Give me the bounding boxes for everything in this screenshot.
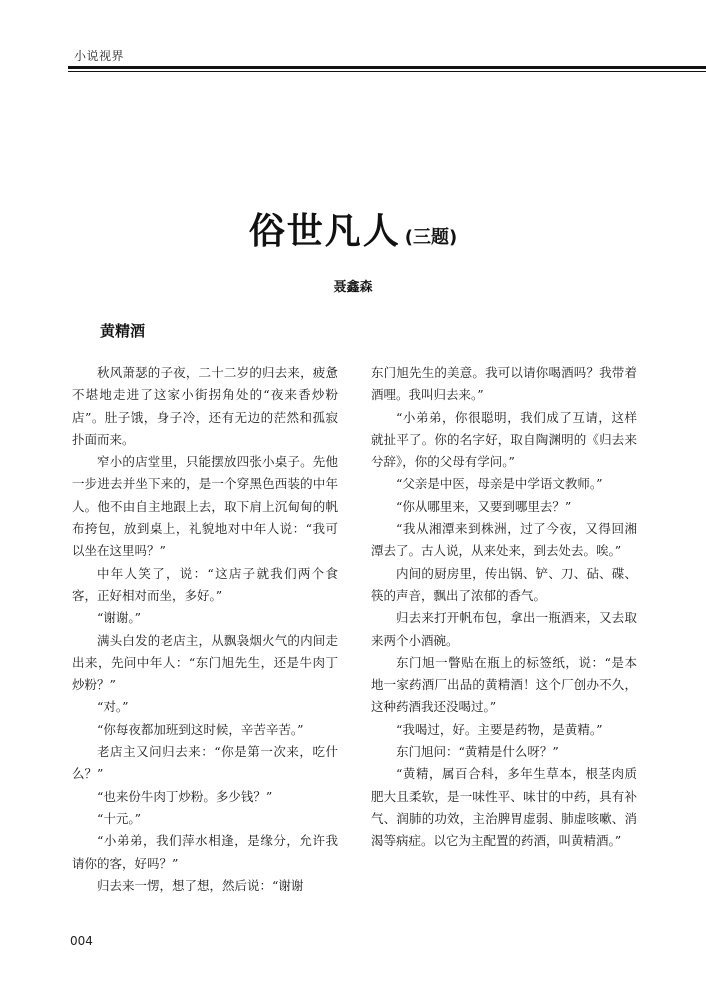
paragraph: “也来份牛肉丁炒粉。多少钱？” [97, 788, 273, 804]
article-title-sub: (三题) [404, 227, 458, 248]
text-column-left [72, 362, 338, 897]
paragraph: “我喝过，好。主要是药物，是黄精。” [396, 721, 603, 737]
paragraph: “父亲是中医，母亲是中学语文教师。” [396, 476, 603, 492]
header-section-label: 小说视界 [74, 49, 125, 63]
paragraph: “对。” [97, 699, 129, 715]
paragraph: 归去来打开帆布包，拿出一瓶酒来，又去取来两个小酒碗。 [371, 610, 637, 648]
paragraph: “黄精，属百合科，多年生草本，根茎肉质肥大且柔软，是一味性平、味甘的中药，具有补气、润肺的功效，主治脾胃虚弱、肺虚咳嗽、消渴等病症。以它为主配置的药酒，叫黄精酒。” [371, 766, 637, 849]
paragraph: “谢谢。” [97, 610, 142, 626]
paragraph: “十元。” [97, 810, 142, 826]
paragraph: “小弟弟，你很聪明，我们成了互请，这样就扯平了。你的名字好，取自陶渊明的《归去来兮辞》，你的父母有学问。” [371, 409, 637, 470]
paragraph: 归去来一愣，想了想，然后说：“谢谢 [97, 877, 304, 893]
paragraph: “我从湘潭来到株洲，过了今夜，又得回湘潭去了。古人说，从来处来，到去处去。唉。” [371, 521, 637, 559]
paragraph: “你从哪里来，又要到哪里去？” [396, 498, 572, 514]
article-title [0, 203, 706, 254]
page-number: 004 [70, 934, 93, 948]
paragraph: 东门旭一瞥贴在瓶上的标签纸，说：“是本地一家药酒厂出品的黄精酒！这个厂创办不久，这种药酒我还没喝过。” [371, 654, 637, 715]
section-title: 黄精酒 [100, 322, 146, 340]
paragraph: 秋风萧瑟的子夜，二十二岁的归去来，疲惫不堪地走进了这家小街拐角处的“夜来香炒粉店”。肚子饿，身子冷，还有无边的茫然和孤寂扑面而来。 [72, 365, 338, 447]
paragraph: “你每夜都加班到这时候，辛苦辛苦。” [97, 721, 304, 737]
paragraph: 满头白发的老店主，从飘袅烟火气的内间走出来，先问中年人：“东门旭先生，还是牛肉丁炒粉？” [72, 632, 338, 693]
header-rule-thin [68, 71, 706, 72]
header-rule-thick [68, 66, 706, 69]
paragraph: 中年人笑了，说：“这店子就我们两个食客，正好相对而坐，多好。” [72, 565, 338, 603]
header-rule [68, 66, 706, 73]
paragraph: 内间的厨房里，传出锅、铲、刀、砧、碟、筷的声音，飘出了浓郁的香气。 [371, 565, 637, 603]
paragraph-continued: 东门旭先生的美意。我可以请你喝酒吗？我带着酒哩。我叫归去来。” [371, 365, 637, 403]
paragraph: 老店主又问归去来：“你是第一次来，吃什么？” [72, 744, 338, 782]
paragraph: 东门旭问：“黄精是什么呀？” [396, 744, 559, 760]
article-title-main: 俗世凡人 [248, 211, 401, 252]
paragraph: “小弟弟，我们萍水相逢，是缘分，允许我请你的客，好吗？” [72, 833, 338, 871]
text-column-right [371, 362, 637, 853]
article-author: 聂鑫森 [333, 280, 373, 295]
paragraph: 窄小的店堂里，只能摆放四张小桌子。先他一步进去并坐下来的，是一个穿黑色西装的中年人。他不由自主地跟上去，取下肩上沉甸甸的帆布挎包，放到桌上，礼貌地对中年人说：“我可以坐在这里吗？” [72, 454, 338, 559]
